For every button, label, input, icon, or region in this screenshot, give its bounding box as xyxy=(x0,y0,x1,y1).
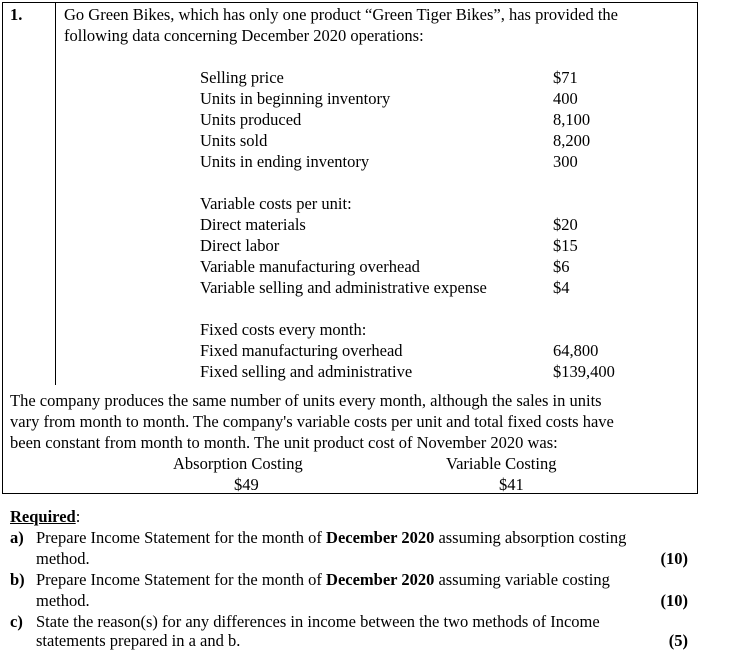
required-c-marks: (5) xyxy=(668,631,688,650)
variable-value-direct-materials: $20 xyxy=(553,215,578,234)
data-value-ending-inventory: 300 xyxy=(553,152,578,171)
required-c-letter: c) xyxy=(10,612,23,631)
required-a-line-2: method. xyxy=(36,549,90,568)
fixed-label-selling-admin: Fixed selling and administrative xyxy=(200,362,413,381)
required-a-marks: (10) xyxy=(660,549,688,568)
intro-line-1: Go Green Bikes, which has only one product “Green Tiger Bikes”, has provided the xyxy=(64,5,619,24)
required-b-letter: b) xyxy=(10,570,25,589)
variable-label-direct-materials: Direct materials xyxy=(200,215,306,234)
data-label-units-produced: Units produced xyxy=(200,110,302,129)
required-a-post: assuming absorption costing xyxy=(434,528,627,547)
required-c-line-2: statements prepared in a and b. xyxy=(36,631,241,650)
paragraph-line-2: vary from month to month. The company's variable costs per unit and total fixed costs have xyxy=(10,412,614,431)
required-c-line-1: State the reason(s) for any differences in income between the two methods of Income xyxy=(36,612,600,631)
paragraph-line-1: The company produces the same number of units every month, although the sales in units xyxy=(10,391,602,410)
required-a-pre: Prepare Income Statement for the month of xyxy=(36,528,327,547)
variable-value-direct-labor: $15 xyxy=(553,236,578,255)
variable-value-selling-admin: $4 xyxy=(553,278,570,297)
variable-costing-value: $41 xyxy=(499,475,524,494)
required-b-pre: Prepare Income Statement for the month of xyxy=(36,570,327,589)
fixed-label-manufacturing-overhead: Fixed manufacturing overhead xyxy=(200,341,403,360)
data-label-units-sold: Units sold xyxy=(200,131,268,150)
data-value-selling-price: $71 xyxy=(553,68,578,87)
absorption-costing-value: $49 xyxy=(234,475,259,494)
fixed-costs-heading: Fixed costs every month: xyxy=(200,320,367,339)
paragraph-line-3: been constant from month to month. The unit product cost of November 2020 was: xyxy=(10,433,558,452)
required-a-line-1 xyxy=(36,528,626,549)
fixed-value-manufacturing-overhead: 64,800 xyxy=(553,341,599,360)
variable-costs-heading: Variable costs per unit: xyxy=(200,194,352,213)
data-label-ending-inventory: Units in ending inventory xyxy=(200,152,370,171)
variable-label-manufacturing-overhead: Variable manufacturing overhead xyxy=(200,257,420,276)
required-b-post: assuming variable costing xyxy=(434,570,610,589)
variable-value-manufacturing-overhead: $6 xyxy=(553,257,570,276)
required-b-bold: December 2020 xyxy=(326,570,435,589)
data-value-units-sold: 8,200 xyxy=(553,131,591,150)
required-b-marks: (10) xyxy=(660,591,688,610)
required-b-line-2: method. xyxy=(36,591,90,610)
required-a-letter: a) xyxy=(10,528,24,547)
intro-line-2: following data concerning December 2020 operations: xyxy=(64,26,424,45)
required-heading-colon: : xyxy=(75,507,81,526)
fixed-value-selling-admin: $139,400 xyxy=(553,362,615,381)
number-column-divider xyxy=(55,2,56,385)
variable-costing-label: Variable Costing xyxy=(446,454,557,473)
data-value-beginning-inventory: 400 xyxy=(553,89,578,108)
question-number: 1. xyxy=(10,5,23,24)
absorption-costing-label: Absorption Costing xyxy=(173,454,303,473)
data-value-units-produced: 8,100 xyxy=(553,110,591,129)
variable-label-selling-admin: Variable selling and administrative expense xyxy=(200,278,487,297)
required-heading-text: Required xyxy=(10,507,76,526)
required-heading xyxy=(10,507,80,528)
variable-label-direct-labor: Direct labor xyxy=(200,236,280,255)
data-label-beginning-inventory: Units in beginning inventory xyxy=(200,89,391,108)
required-a-bold: December 2020 xyxy=(326,528,435,547)
required-b-line-1 xyxy=(36,570,610,591)
data-label-selling-price: Selling price xyxy=(200,68,284,87)
